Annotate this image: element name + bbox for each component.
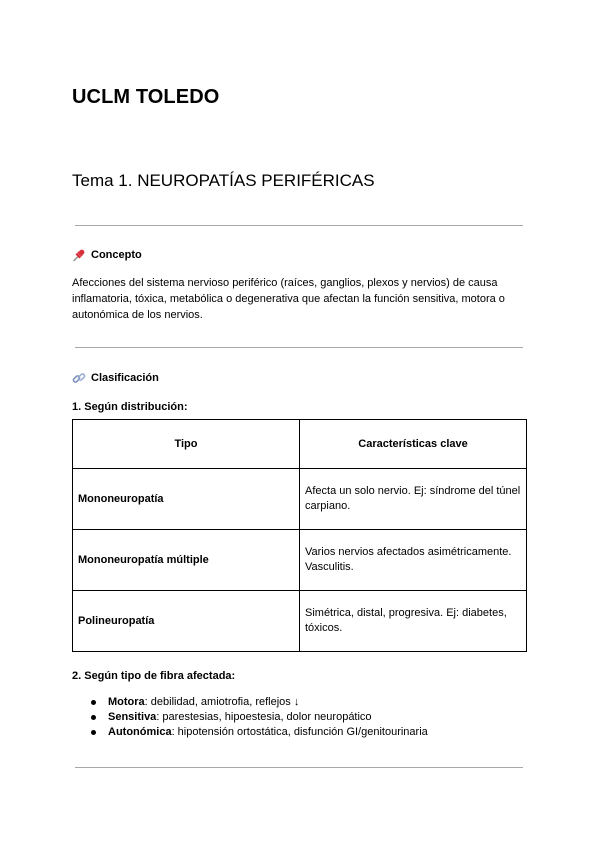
- caracteristicas-cell: Varios nervios afectados asimétricamente. Vasculitis.: [300, 530, 527, 591]
- concepto-heading-label: Concepto: [91, 249, 142, 261]
- divider: [75, 347, 523, 348]
- fiber-heading: 2. Según tipo de fibra afectada:: [72, 670, 236, 682]
- table-row: [73, 591, 527, 652]
- pushpin-icon: [72, 248, 86, 262]
- fiber-term: Motora: [108, 696, 145, 708]
- link-icon: [72, 371, 86, 385]
- fiber-description: : debilidad, amiotrofia, reflejos ↓: [144, 696, 300, 708]
- caracteristicas-cell: Afecta un solo nervio. Ej: síndrome del túnel carpiano.: [300, 469, 527, 530]
- tipo-cell: Polineuropatía: [73, 591, 300, 652]
- fiber-term: Autonómica: [108, 726, 172, 738]
- fiber-description: : parestesias, hipoestesia, dolor neuropático: [156, 711, 372, 723]
- table-row: [73, 530, 527, 591]
- caracteristicas-cell: Simétrica, distal, progresiva. Ej: diabetes, tóxicos.: [300, 591, 527, 652]
- fiber-description: : hipotensión ortostática, disfunción GI/genitourinaria: [171, 726, 428, 738]
- concepto-heading: [72, 248, 142, 262]
- divider: [75, 225, 523, 226]
- divider: [75, 767, 523, 768]
- concepto-text: Afecciones del sistema nervioso periférico (raíces, ganglios, plexos y nervios) de causa inflamatoria, tóxica, metabólica o degenerativa que afectan la función sensitiva, motora o autonómica de los nervios.: [72, 277, 505, 321]
- fiber-term: Sensitiva: [108, 711, 157, 723]
- list-item: [108, 710, 428, 725]
- document-title: UCLM TOLEDO: [72, 86, 220, 108]
- clasificacion-heading-label: Clasificación: [91, 372, 159, 384]
- tipo-cell: Mononeuropatía: [73, 469, 300, 530]
- column-header-caracteristicas: Características clave: [300, 420, 527, 469]
- clasificacion-heading: [72, 371, 159, 385]
- distribution-table: [72, 419, 527, 652]
- fiber-list: [72, 695, 428, 740]
- topic-title: Tema 1. NEUROPATÍAS PERIFÉRICAS: [72, 171, 375, 190]
- table-header-row: [73, 420, 527, 469]
- column-header-tipo: Tipo: [73, 420, 300, 469]
- table-row: [73, 469, 527, 530]
- list-item: [108, 695, 428, 710]
- distribution-heading: 1. Según distribución:: [72, 401, 188, 413]
- list-item: [108, 725, 428, 740]
- tipo-cell: Mononeuropatía múltiple: [73, 530, 300, 591]
